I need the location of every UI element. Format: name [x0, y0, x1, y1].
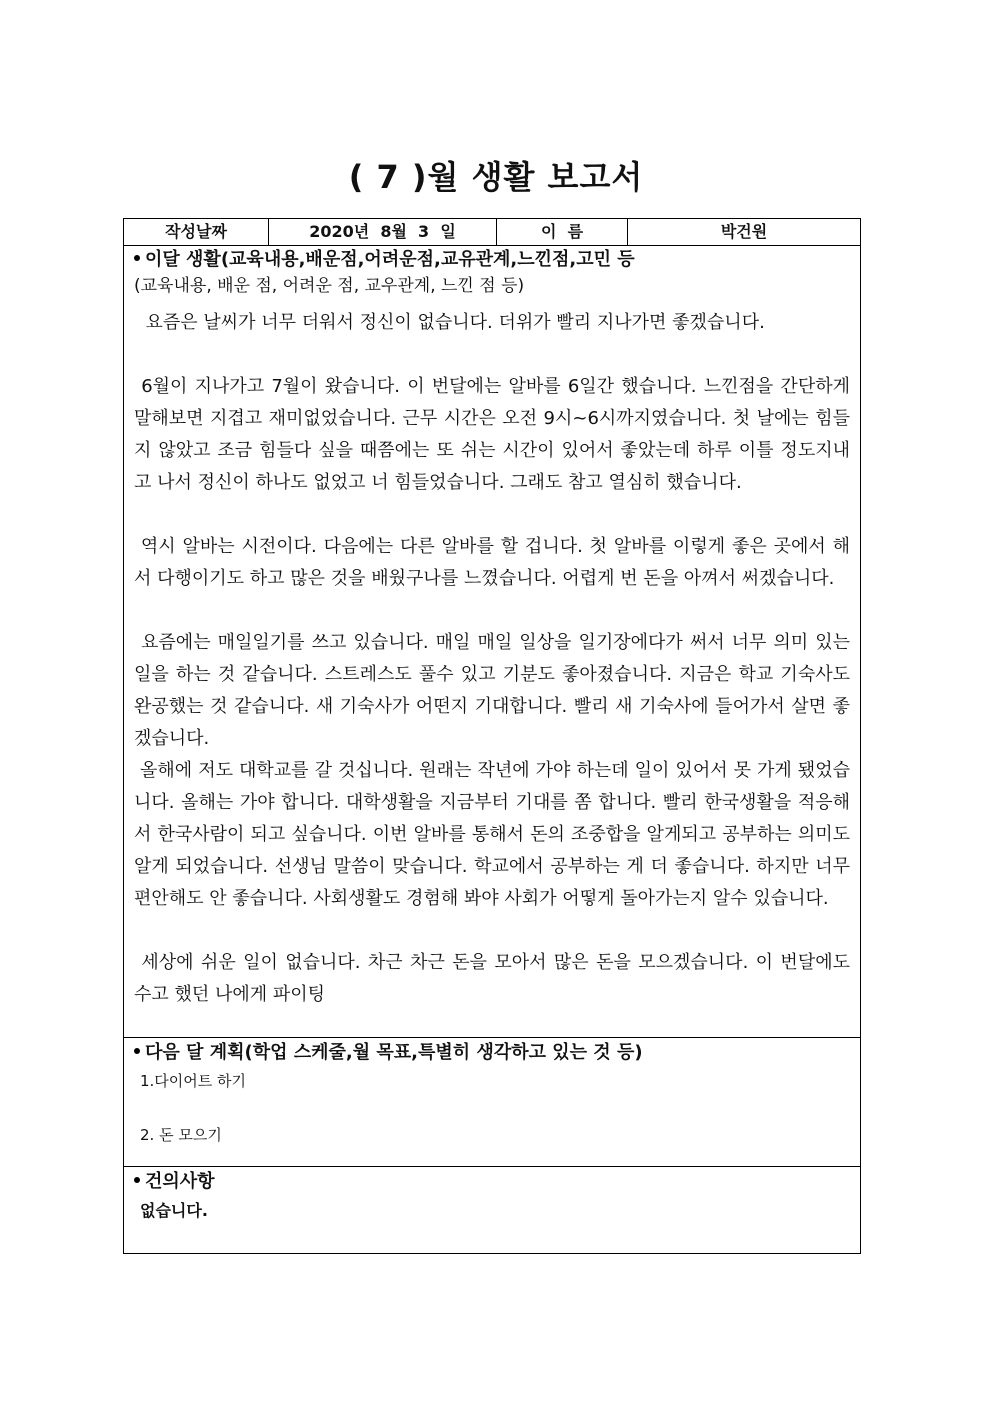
monthly-paragraph: 역시 알바는 시전이다. 다음에는 다른 알바를 할 겁니다. 첫 알바를 이렇게 좋은 곳에서 해서 다행이기도 하고 많은 것을 배웠구나를 느꼈습니다. 어렵게 번 돈을 아껴서 써겠습니다. — [134, 536, 850, 589]
report-form — [123, 218, 861, 1254]
suggestion-section — [124, 1167, 860, 1253]
bullet-icon — [134, 1177, 140, 1183]
next-plan-section — [124, 1038, 860, 1167]
next-plan-heading-text: 다음 달 계획(학업 스케줄,월 목표,특별히 생각하고 있는 것 등) — [145, 1042, 643, 1063]
next-plan-heading — [134, 1038, 643, 1064]
name-value: 박건원 — [720, 222, 768, 241]
plan-item: 1.다이어트 하기 — [140, 1072, 247, 1090]
info-row — [124, 219, 860, 246]
suggestion-heading — [134, 1167, 215, 1193]
bullet-icon — [134, 1048, 140, 1054]
date-label: 작성날짜 — [124, 219, 269, 245]
monthly-paragraph: 올해에 저도 대학교를 갈 것십니다. 원래는 작년에 가야 하는데 일이 있어서 못 가게 됐었습니다. 올해는 가야 합니다. 대학생활을 지금부터 기대를 쫌 합니다. 빨리 한국생활을 적응해서 한국사람이 되고 싶습니다. 이번 알바를 통해서 돈의 조중합을 알게되고 공부하는 의미도 알게 되었습니다. 선생님 말씀이 맞습니다. 학교에서 공부하는 게 더 좋습니다. 하지만 너무 편안해도 안 좋습니다. 사회생활도 경험해 봐야 사회가 어떻게 돌아가는지 알수 있습니다. — [134, 760, 856, 909]
monthly-life-subheading: (교육내용, 배운 점, 어려운 점, 교우관계, 느낀 점 등) — [134, 276, 525, 296]
monthly-life-section — [124, 245, 860, 1038]
monthly-life-heading — [134, 245, 635, 271]
monthly-life-heading-text: 이달 생활(교육내용,배운점,어려운점,교유관계,느낀점,고민 등 — [145, 249, 635, 270]
page-title: ( 7 )월 생활 보고서 — [348, 158, 644, 196]
monthly-paragraph: 요즘에는 매일일기를 쓰고 있습니다. 매일 매일 일상을 일기장에다가 써서 너무 의미 있는 일을 하는 것 같습니다. 스트레스도 풀수 있고 기분도 좋아졌습니다. 지금은 학교 기숙사도 완공했는 것 같습니다. 새 기숙사가 어떤지 기대합니다. 빨리 새 기숙사에 들어가서 살면 좋겠습니다. — [134, 632, 856, 749]
date-value: 2020년 8월 3 일 — [269, 219, 497, 245]
monthly-paragraph: 6월이 지나가고 7월이 왔습니다. 이 번달에는 알바를 6일간 했습니다. 느낀점을 간단하게 말해보면 지겹고 재미없었습니다. 근무 시간은 오전 9시~6시까지였습니다. 첫 날에는 힘들지 않았고 조금 힘들다 싶을 때쯤에는 또 쉬는 시간이 있어서 좋았는데 하루 이틀 정도지내고 나서 정신이 하나도 없었고 너 힘들었습니다. 그래도 참고 열심히 했습니다. — [134, 376, 856, 493]
suggestion-heading-text: 건의사항 — [145, 1171, 215, 1192]
monthly-paragraph: 세상에 쉬운 일이 없습니다. 차근 차근 돈을 모아서 많은 돈을 모으겠습니다. 이 번달에도 수고 했던 나에게 파이팅 — [134, 952, 856, 1005]
name-label: 이 름 — [497, 219, 628, 245]
plan-item: 2. 돈 모으기 — [140, 1126, 222, 1144]
monthly-paragraph: 요즘은 날씨가 너무 더워서 정신이 없습니다. 더위가 빨리 지나가면 좋겠습니다. — [134, 312, 765, 333]
bullet-icon — [134, 255, 140, 261]
suggestion-text: 없습니다. — [140, 1201, 208, 1220]
